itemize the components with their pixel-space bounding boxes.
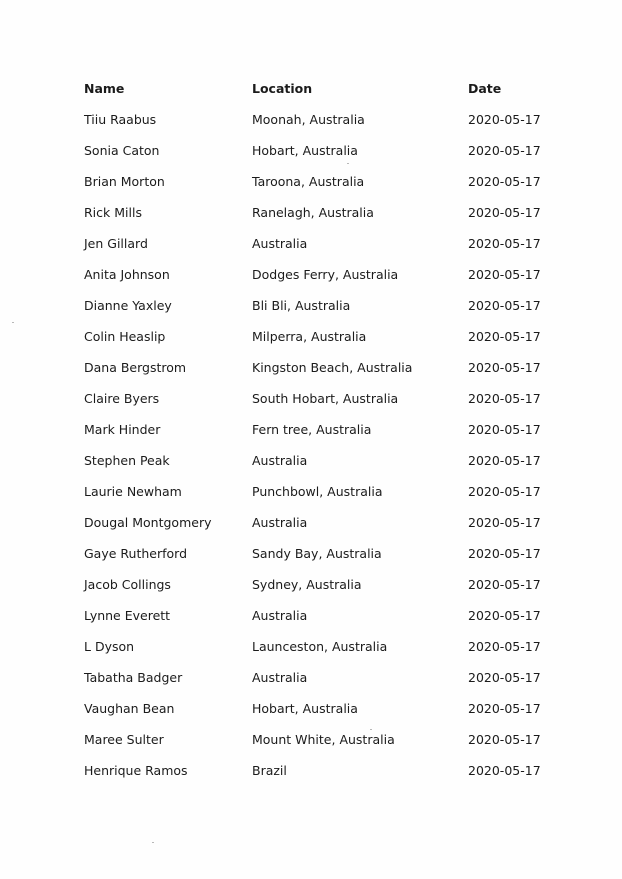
scan-speck	[12, 322, 14, 323]
cell-date: 2020-05-17	[468, 577, 541, 592]
table-row	[84, 110, 554, 141]
cell-location: Punchbowl, Australia	[252, 484, 383, 499]
cell-date: 2020-05-17	[468, 360, 541, 375]
column-header-date: Date	[468, 81, 502, 96]
table-row	[84, 699, 554, 730]
cell-location: Hobart, Australia	[252, 143, 358, 158]
table-row	[84, 203, 554, 234]
table-row	[84, 451, 554, 482]
cell-location: Australia	[252, 670, 308, 685]
table-row	[84, 234, 554, 265]
cell-name: Stephen Peak	[84, 453, 170, 468]
cell-date: 2020-05-17	[468, 298, 541, 313]
cell-date: 2020-05-17	[468, 484, 541, 499]
table-row	[84, 482, 554, 513]
cell-name: L Dyson	[84, 639, 135, 654]
table-row	[84, 761, 554, 792]
cell-location: Dodges Ferry, Australia	[252, 267, 399, 282]
table-row	[84, 513, 554, 544]
scan-speck	[152, 842, 154, 843]
table-row	[84, 575, 554, 606]
cell-name: Claire Byers	[84, 391, 160, 406]
table-row	[84, 637, 554, 668]
cell-location: Bli Bli, Australia	[252, 298, 351, 313]
cell-name: Mark Hinder	[84, 422, 161, 437]
scan-speck	[347, 163, 349, 164]
cell-date: 2020-05-17	[468, 205, 541, 220]
cell-location: Australia	[252, 236, 308, 251]
table-row	[84, 389, 554, 420]
table-header	[84, 79, 554, 110]
cell-location: Moonah, Australia	[252, 112, 365, 127]
cell-date: 2020-05-17	[468, 732, 541, 747]
table-row	[84, 141, 554, 172]
cell-name: Dana Bergstrom	[84, 360, 187, 375]
table-row	[84, 358, 554, 389]
cell-location: Sydney, Australia	[252, 577, 362, 592]
signatories-table	[84, 79, 554, 792]
column-header-name: Name	[84, 81, 125, 96]
table-row	[84, 544, 554, 575]
cell-date: 2020-05-17	[468, 112, 541, 127]
cell-location: Sandy Bay, Australia	[252, 546, 382, 561]
cell-location: Australia	[252, 608, 308, 623]
table-row	[84, 730, 554, 761]
cell-location: Mount White, Australia	[252, 732, 395, 747]
cell-name: Maree Sulter	[84, 732, 164, 747]
cell-date: 2020-05-17	[468, 391, 541, 406]
cell-date: 2020-05-17	[468, 143, 541, 158]
cell-name: Anita Johnson	[84, 267, 170, 282]
table-body	[84, 110, 554, 792]
cell-location: Australia	[252, 515, 308, 530]
cell-location: South Hobart, Australia	[252, 391, 399, 406]
cell-date: 2020-05-17	[468, 453, 541, 468]
cell-date: 2020-05-17	[468, 608, 541, 623]
cell-location: Launceston, Australia	[252, 639, 388, 654]
cell-name: Dianne Yaxley	[84, 298, 172, 313]
cell-name: Jen Gillard	[84, 236, 148, 251]
cell-date: 2020-05-17	[468, 236, 541, 251]
cell-name: Henrique Ramos	[84, 763, 188, 778]
table-row	[84, 296, 554, 327]
table-row	[84, 172, 554, 203]
cell-name: Brian Morton	[84, 174, 165, 189]
cell-location: Ranelagh, Australia	[252, 205, 374, 220]
table-row	[84, 265, 554, 296]
cell-date: 2020-05-17	[468, 515, 541, 530]
cell-name: Vaughan Bean	[84, 701, 175, 716]
cell-date: 2020-05-17	[468, 701, 541, 716]
column-header-location: Location	[252, 81, 313, 96]
cell-date: 2020-05-17	[468, 329, 541, 344]
table-row	[84, 420, 554, 451]
cell-location: Taroona, Australia	[252, 174, 365, 189]
cell-location: Fern tree, Australia	[252, 422, 372, 437]
cell-name: Tabatha Badger	[84, 670, 183, 685]
cell-location: Kingston Beach, Australia	[252, 360, 413, 375]
cell-date: 2020-05-17	[468, 670, 541, 685]
table-row	[84, 606, 554, 637]
cell-date: 2020-05-17	[468, 763, 541, 778]
cell-location: Australia	[252, 453, 308, 468]
cell-name: Colin Heaslip	[84, 329, 166, 344]
cell-name: Lynne Everett	[84, 608, 171, 623]
cell-name: Rick Mills	[84, 205, 142, 220]
table-row	[84, 327, 554, 358]
cell-location: Hobart, Australia	[252, 701, 358, 716]
cell-location: Brazil	[252, 763, 287, 778]
cell-date: 2020-05-17	[468, 546, 541, 561]
cell-location: Milperra, Australia	[252, 329, 367, 344]
cell-name: Tiiu Raabus	[84, 112, 157, 127]
cell-date: 2020-05-17	[468, 267, 541, 282]
cell-name: Dougal Montgomery	[84, 515, 212, 530]
cell-name: Jacob Collings	[84, 577, 171, 592]
cell-name: Laurie Newham	[84, 484, 182, 499]
cell-date: 2020-05-17	[468, 174, 541, 189]
cell-date: 2020-05-17	[468, 422, 541, 437]
table-row	[84, 668, 554, 699]
cell-name: Sonia Caton	[84, 143, 160, 158]
scan-speck	[370, 729, 372, 730]
cell-name: Gaye Rutherford	[84, 546, 188, 561]
cell-date: 2020-05-17	[468, 639, 541, 654]
